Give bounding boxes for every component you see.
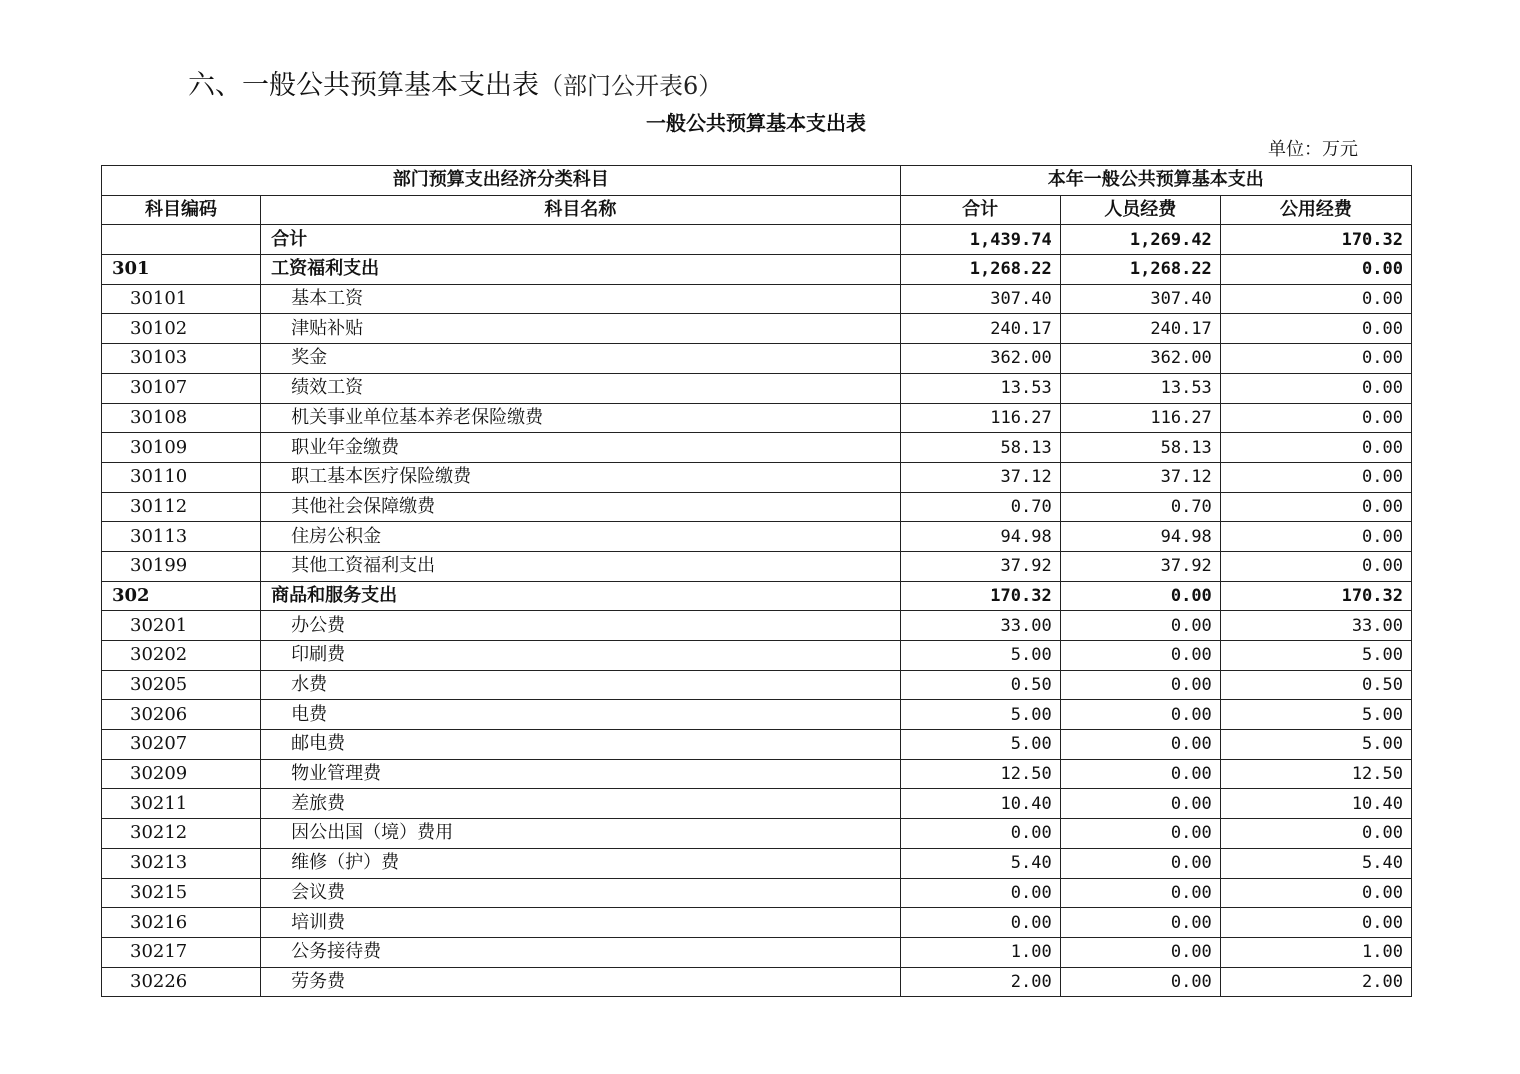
table-row bbox=[102, 581, 1412, 611]
row-code-cell: 30101 bbox=[102, 284, 261, 314]
row-code-cell: 30215 bbox=[102, 878, 261, 908]
table-row bbox=[102, 433, 1412, 463]
unit-label: 单位：万元 bbox=[1268, 139, 1358, 160]
header-col-person: 人员经费 bbox=[1060, 195, 1220, 225]
row-code-cell: 30102 bbox=[102, 314, 261, 344]
row-public-cell: 0.00 bbox=[1220, 284, 1411, 314]
row-total-cell: 0.00 bbox=[900, 878, 1060, 908]
row-name-cell: 工资福利支出 bbox=[261, 255, 900, 285]
row-total-cell: 362.00 bbox=[900, 344, 1060, 374]
row-person-cell: 0.00 bbox=[1060, 581, 1220, 611]
table-row bbox=[102, 819, 1412, 849]
table-row bbox=[102, 373, 1412, 403]
table-row bbox=[102, 284, 1412, 314]
row-person-cell: 0.00 bbox=[1060, 967, 1220, 997]
row-name-cell: 职工基本医疗保险缴费 bbox=[261, 462, 900, 492]
header-group-row bbox=[102, 166, 1412, 196]
row-name-cell: 商品和服务支出 bbox=[261, 581, 900, 611]
row-public-cell: 0.00 bbox=[1220, 819, 1411, 849]
row-public-cell: 0.00 bbox=[1220, 433, 1411, 463]
row-public-cell: 0.00 bbox=[1220, 908, 1411, 938]
row-code-cell: 30206 bbox=[102, 700, 261, 730]
row-public-cell: 0.00 bbox=[1220, 522, 1411, 552]
row-public-cell: 2.00 bbox=[1220, 967, 1411, 997]
row-person-cell: 0.00 bbox=[1060, 848, 1220, 878]
row-code-cell: 30216 bbox=[102, 908, 261, 938]
table-row bbox=[102, 611, 1412, 641]
row-name-cell: 其他工资福利支出 bbox=[261, 551, 900, 581]
row-total-cell: 0.00 bbox=[900, 908, 1060, 938]
table-row bbox=[102, 551, 1412, 581]
row-name-cell: 公务接待费 bbox=[261, 937, 900, 967]
row-name-cell: 会议费 bbox=[261, 878, 900, 908]
row-total-cell: 116.27 bbox=[900, 403, 1060, 433]
row-total-cell: 10.40 bbox=[900, 789, 1060, 819]
row-public-cell: 170.32 bbox=[1220, 581, 1411, 611]
row-person-cell: 0.00 bbox=[1060, 878, 1220, 908]
table-row bbox=[102, 878, 1412, 908]
row-total-cell: 0.70 bbox=[900, 492, 1060, 522]
row-public-cell: 0.00 bbox=[1220, 344, 1411, 374]
row-code-cell: 30213 bbox=[102, 848, 261, 878]
table-row bbox=[102, 789, 1412, 819]
row-total-cell: 240.17 bbox=[900, 314, 1060, 344]
row-code-cell: 30209 bbox=[102, 759, 261, 789]
table-row bbox=[102, 670, 1412, 700]
row-code-cell: 30110 bbox=[102, 462, 261, 492]
row-person-cell: 94.98 bbox=[1060, 522, 1220, 552]
row-code-cell: 30109 bbox=[102, 433, 261, 463]
row-code-cell: 30217 bbox=[102, 937, 261, 967]
row-person-cell: 307.40 bbox=[1060, 284, 1220, 314]
row-name-cell: 邮电费 bbox=[261, 730, 900, 760]
row-code-cell: 30226 bbox=[102, 967, 261, 997]
row-public-cell: 0.00 bbox=[1220, 462, 1411, 492]
table-row bbox=[102, 462, 1412, 492]
table-row bbox=[102, 700, 1412, 730]
row-public-cell: 0.00 bbox=[1220, 403, 1411, 433]
row-code-cell: 30211 bbox=[102, 789, 261, 819]
row-code-cell: 30199 bbox=[102, 551, 261, 581]
row-code-cell: 30202 bbox=[102, 641, 261, 671]
row-code-cell: 301 bbox=[102, 255, 261, 285]
row-total-cell: 5.00 bbox=[900, 730, 1060, 760]
row-name-cell: 印刷费 bbox=[261, 641, 900, 671]
row-total-cell: 13.53 bbox=[900, 373, 1060, 403]
row-code-cell: 30107 bbox=[102, 373, 261, 403]
header-group-left: 部门预算支出经济分类科目 bbox=[102, 166, 901, 196]
row-name-cell: 绩效工资 bbox=[261, 373, 900, 403]
row-person-cell: 0.00 bbox=[1060, 819, 1220, 849]
table-row bbox=[102, 641, 1412, 671]
row-public-cell: 0.00 bbox=[1220, 492, 1411, 522]
row-code-cell: 30113 bbox=[102, 522, 261, 552]
row-person-cell: 0.00 bbox=[1060, 730, 1220, 760]
table-row bbox=[102, 314, 1412, 344]
header-column-row bbox=[102, 195, 1412, 225]
row-person-cell: 0.00 bbox=[1060, 670, 1220, 700]
row-total-cell: 170.32 bbox=[900, 581, 1060, 611]
row-name-cell: 奖金 bbox=[261, 344, 900, 374]
row-total-cell: 5.00 bbox=[900, 700, 1060, 730]
row-total-cell: 1,268.22 bbox=[900, 255, 1060, 285]
row-person-cell: 58.13 bbox=[1060, 433, 1220, 463]
row-code-cell: 30112 bbox=[102, 492, 261, 522]
row-total-cell: 2.00 bbox=[900, 967, 1060, 997]
row-public-cell: 5.00 bbox=[1220, 641, 1411, 671]
row-name-cell: 差旅费 bbox=[261, 789, 900, 819]
row-public-cell: 1.00 bbox=[1220, 937, 1411, 967]
row-public-cell: 0.00 bbox=[1220, 878, 1411, 908]
budget-table bbox=[101, 165, 1412, 997]
row-total-cell: 1,439.74 bbox=[900, 225, 1060, 255]
row-total-cell: 37.92 bbox=[900, 551, 1060, 581]
header-col-public: 公用经费 bbox=[1220, 195, 1411, 225]
row-total-cell: 0.00 bbox=[900, 819, 1060, 849]
row-name-cell: 职业年金缴费 bbox=[261, 433, 900, 463]
row-public-cell: 5.40 bbox=[1220, 848, 1411, 878]
table-row bbox=[102, 848, 1412, 878]
header-group-right: 本年一般公共预算基本支出 bbox=[900, 166, 1411, 196]
table-row bbox=[102, 937, 1412, 967]
row-public-cell: 33.00 bbox=[1220, 611, 1411, 641]
page-heading-main: 六、一般公共预算基本支出表 bbox=[188, 70, 539, 101]
header-col-name: 科目名称 bbox=[261, 195, 900, 225]
row-name-cell: 津贴补贴 bbox=[261, 314, 900, 344]
table-row bbox=[102, 908, 1412, 938]
table-row bbox=[102, 403, 1412, 433]
row-code-cell: 302 bbox=[102, 581, 261, 611]
row-name-cell: 机关事业单位基本养老保险缴费 bbox=[261, 403, 900, 433]
row-person-cell: 37.92 bbox=[1060, 551, 1220, 581]
row-total-cell: 37.12 bbox=[900, 462, 1060, 492]
row-person-cell: 1,268.22 bbox=[1060, 255, 1220, 285]
row-name-cell: 办公费 bbox=[261, 611, 900, 641]
row-public-cell: 170.32 bbox=[1220, 225, 1411, 255]
row-name-cell: 住房公积金 bbox=[261, 522, 900, 552]
row-code-cell: 30205 bbox=[102, 670, 261, 700]
table-row bbox=[102, 522, 1412, 552]
row-name-cell: 维修（护）费 bbox=[261, 848, 900, 878]
table-row bbox=[102, 492, 1412, 522]
row-code-cell: 30201 bbox=[102, 611, 261, 641]
row-name-cell: 基本工资 bbox=[261, 284, 900, 314]
row-total-cell: 5.40 bbox=[900, 848, 1060, 878]
row-total-cell: 1.00 bbox=[900, 937, 1060, 967]
row-code-cell: 30108 bbox=[102, 403, 261, 433]
table-row bbox=[102, 225, 1412, 255]
row-person-cell: 0.00 bbox=[1060, 937, 1220, 967]
row-person-cell: 116.27 bbox=[1060, 403, 1220, 433]
row-name-cell: 水费 bbox=[261, 670, 900, 700]
row-name-cell: 因公出国（境）费用 bbox=[261, 819, 900, 849]
row-total-cell: 94.98 bbox=[900, 522, 1060, 552]
row-code-cell: 30212 bbox=[102, 819, 261, 849]
table-row bbox=[102, 344, 1412, 374]
page-heading-sub: （部门公开表6） bbox=[539, 72, 723, 100]
row-total-cell: 12.50 bbox=[900, 759, 1060, 789]
row-name-cell: 其他社会保障缴费 bbox=[261, 492, 900, 522]
header-col-total: 合计 bbox=[900, 195, 1060, 225]
row-person-cell: 0.00 bbox=[1060, 611, 1220, 641]
row-person-cell: 0.00 bbox=[1060, 759, 1220, 789]
row-total-cell: 307.40 bbox=[900, 284, 1060, 314]
row-name-cell: 物业管理费 bbox=[261, 759, 900, 789]
table-row bbox=[102, 759, 1412, 789]
row-code-cell: 30207 bbox=[102, 730, 261, 760]
row-public-cell: 0.00 bbox=[1220, 314, 1411, 344]
row-public-cell: 10.40 bbox=[1220, 789, 1411, 819]
row-total-cell: 33.00 bbox=[900, 611, 1060, 641]
row-public-cell: 0.00 bbox=[1220, 255, 1411, 285]
row-person-cell: 0.70 bbox=[1060, 492, 1220, 522]
table-row bbox=[102, 967, 1412, 997]
row-person-cell: 0.00 bbox=[1060, 641, 1220, 671]
table-row bbox=[102, 255, 1412, 285]
row-total-cell: 58.13 bbox=[900, 433, 1060, 463]
row-public-cell: 0.00 bbox=[1220, 373, 1411, 403]
row-person-cell: 13.53 bbox=[1060, 373, 1220, 403]
row-name-cell: 合计 bbox=[261, 225, 900, 255]
row-person-cell: 0.00 bbox=[1060, 908, 1220, 938]
row-person-cell: 0.00 bbox=[1060, 789, 1220, 819]
row-public-cell: 0.00 bbox=[1220, 551, 1411, 581]
row-name-cell: 劳务费 bbox=[261, 967, 900, 997]
row-public-cell: 5.00 bbox=[1220, 700, 1411, 730]
row-person-cell: 240.17 bbox=[1060, 314, 1220, 344]
header-col-code: 科目编码 bbox=[102, 195, 261, 225]
row-public-cell: 0.50 bbox=[1220, 670, 1411, 700]
row-person-cell: 362.00 bbox=[1060, 344, 1220, 374]
row-person-cell: 37.12 bbox=[1060, 462, 1220, 492]
row-public-cell: 5.00 bbox=[1220, 730, 1411, 760]
row-name-cell: 电费 bbox=[261, 700, 900, 730]
row-public-cell: 12.50 bbox=[1220, 759, 1411, 789]
page-heading bbox=[188, 66, 722, 106]
row-person-cell: 1,269.42 bbox=[1060, 225, 1220, 255]
table-body bbox=[102, 225, 1412, 997]
row-total-cell: 0.50 bbox=[900, 670, 1060, 700]
row-total-cell: 5.00 bbox=[900, 641, 1060, 671]
table-row bbox=[102, 730, 1412, 760]
table-title: 一般公共预算基本支出表 bbox=[646, 111, 866, 135]
row-code-cell: 30103 bbox=[102, 344, 261, 374]
row-code-cell bbox=[102, 225, 261, 255]
row-person-cell: 0.00 bbox=[1060, 700, 1220, 730]
row-name-cell: 培训费 bbox=[261, 908, 900, 938]
